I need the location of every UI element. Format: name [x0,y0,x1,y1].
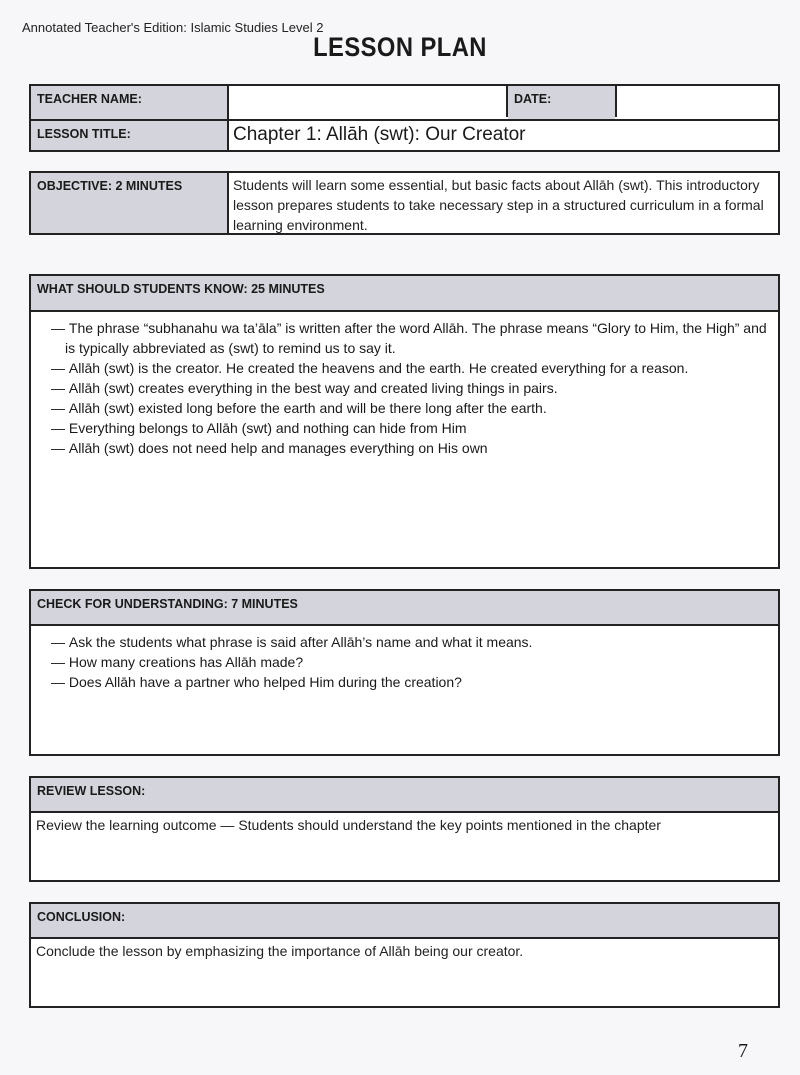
list-item: — Allāh (swt) existed long before the earth and will be there long after the earth. [51,398,768,418]
header-note: Annotated Teacher's Edition: Islamic Studies Level 2 [22,20,324,35]
check-list [31,626,778,692]
date-label-cell [508,86,615,119]
review-section [29,776,780,882]
objective-label-cell [31,173,227,233]
conclusion-label: CONCLUSION: [37,910,126,924]
know-list [31,312,778,458]
objective-text: Students will learn some essential, but basic facts about Allāh (swt). This introductory lesson prepares students to take necessary step in a structured curriculum in a formal learning environment. [233,177,764,233]
review-text: Review the learning outcome — Students should understand the key points mentioned in the chapter [36,817,661,833]
page-number: 7 [738,1040,748,1062]
list-item: — Ask the students what phrase is said after Allāh’s name and what it means. [51,632,768,652]
teacher-name-label-cell [31,86,227,119]
info-table [29,84,780,152]
check-label: CHECK FOR UNDERSTANDING: 7 MINUTES [37,597,298,611]
conclusion-header [31,904,778,937]
review-label: REVIEW LESSON: [37,784,146,798]
objective-section [29,171,780,235]
lesson-title-value: Chapter 1: Allāh (swt): Our Creator [233,124,526,145]
know-label: WHAT SHOULD STUDENTS KNOW: 25 MINUTES [37,282,325,296]
objective-label: OBJECTIVE: 2 MINUTES [37,179,183,193]
date-field[interactable] [617,86,778,119]
conclusion-text: Conclude the lesson by emphasizing the importance of Allāh being our creator. [36,943,524,959]
check-section [29,589,780,756]
know-header [31,276,778,310]
lesson-title-label-cell [31,121,227,150]
date-label: DATE: [514,92,552,106]
list-item: — Does Allāh have a partner who helped Him during the creation? [51,672,768,692]
conclusion-section [29,902,780,1008]
list-item: — Everything belongs to Allāh (swt) and nothing can hide from Him [51,418,768,438]
teacher-name-field[interactable] [229,86,506,119]
list-item: — How many creations has Allāh made? [51,652,768,672]
list-item: — The phrase “subhanahu wa ta’āla” is written after the word Allāh. The phrase means “Glory to Him, the High” and is typically abbreviated as (swt) to remind us to say it. [51,318,768,358]
list-item: — Allāh (swt) does not need help and manages everything on His own [51,438,768,458]
page-title: LESSON PLAN [313,32,487,62]
check-header [31,591,778,624]
list-item: — Allāh (swt) is the creator. He created the heavens and the earth. He created everything for a reason. [51,358,768,378]
teacher-name-label: TEACHER NAME: [37,92,142,106]
list-item: — Allāh (swt) creates everything in the best way and created living things in pairs. [51,378,768,398]
lesson-title-field[interactable] [229,121,778,150]
lesson-title-label: LESSON TITLE: [37,127,131,141]
review-header [31,778,778,811]
know-section [29,274,780,569]
